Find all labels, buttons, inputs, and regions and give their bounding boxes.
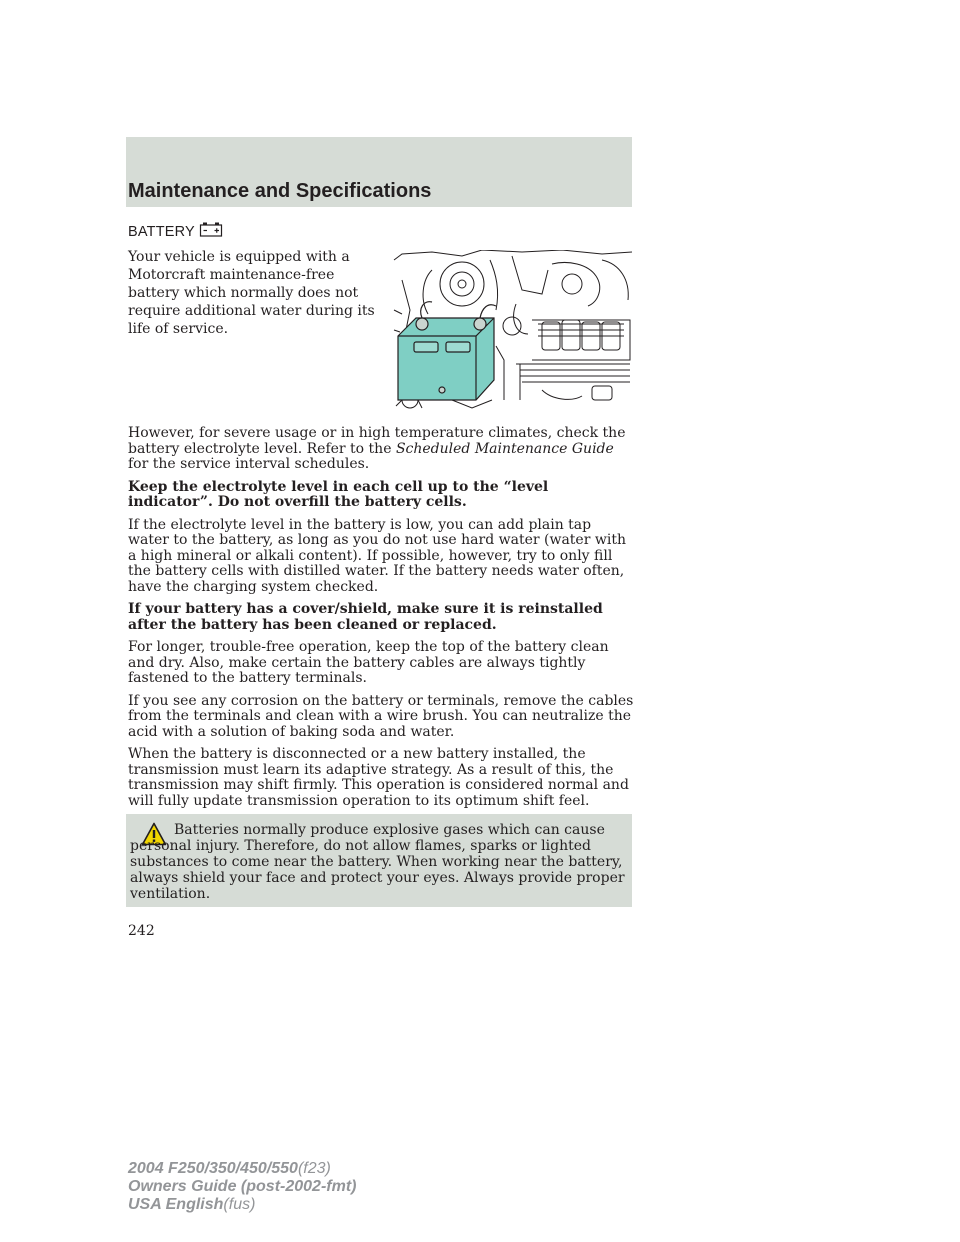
scheduled-maintenance-guide-reference: Scheduled Maintenance Guide <box>395 440 614 457</box>
battery-icon <box>199 221 223 237</box>
footer-line-3 <box>128 1196 356 1214</box>
footer-language-code: (fus) <box>223 1196 256 1213</box>
engine-compartment-illustration <box>392 250 634 410</box>
paragraph-text: for the service interval schedules. <box>128 456 370 472</box>
footer-model-code: (f23) <box>297 1160 331 1177</box>
section-heading <box>128 224 223 240</box>
paragraph-text: However, for severe usage or in high temperature climates, check the battery electrolyte level. Refer to the <box>128 425 626 457</box>
body-text <box>128 426 634 816</box>
page-number: 242 <box>128 923 155 939</box>
intro-paragraph: Your vehicle is equipped with a Motorcraft maintenance-free battery which normally does not require additional water during its life of service. <box>128 249 375 337</box>
paragraph-transmission: When the battery is disconnected or a new battery installed, the transmission must learn its adaptive strategy. As a result of this, the transmission may shift firmly. This operation is considered normal and will fully update transmission operation to its optimum shift feel. <box>128 746 629 809</box>
paragraph-corrosion: If you see any corrosion on the battery or terminals, remove the cables from the terminals and clean with a wire brush. You can neutralize the acid with a solution of baking soda and water. <box>128 692 634 740</box>
paragraph-cover-shield: If your battery has a cover/shield, make sure it is reinstalled after the battery has been cleaned or replaced. <box>128 601 603 633</box>
footer-language: USA English <box>128 1196 224 1213</box>
paragraph-check-level <box>128 426 634 473</box>
footer-line-1 <box>128 1160 356 1178</box>
footer-model: 2004 F250/350/450/550 <box>128 1160 298 1177</box>
footer <box>128 1160 356 1214</box>
warning-box <box>126 814 632 907</box>
page-section-title: Maintenance and Specifications <box>128 180 432 202</box>
warning-text: Batteries normally produce explosive gases which can cause personal injury. Therefore, do not allow flames, sparks or lighted substances to come near the battery. When working near the battery, always shield your face and protect your eyes. Always provide proper ventilation. <box>130 822 625 902</box>
paragraph-add-water: If the electrolyte level in the battery is low, you can add plain tap water to the battery, as long as you do not use hard water (water with a high mineral or alkali content). If possible, however, try to only fill the battery cells with distilled water. If the battery needs water often, have the charging system checked. <box>128 516 626 595</box>
paragraph-keep-clean: For longer, trouble-free operation, keep the top of the battery clean and dry. Also, make certain the battery cables are always tightly fastened to the battery terminals. <box>128 639 609 686</box>
footer-line-2: Owners Guide (post-2002-fmt) <box>128 1178 357 1195</box>
paragraph-level-indicator: Keep the electrolyte level in each cell up to the “level indicator”. Do not overfill the battery cells. <box>128 478 549 510</box>
section-heading-text: BATTERY <box>128 224 195 240</box>
